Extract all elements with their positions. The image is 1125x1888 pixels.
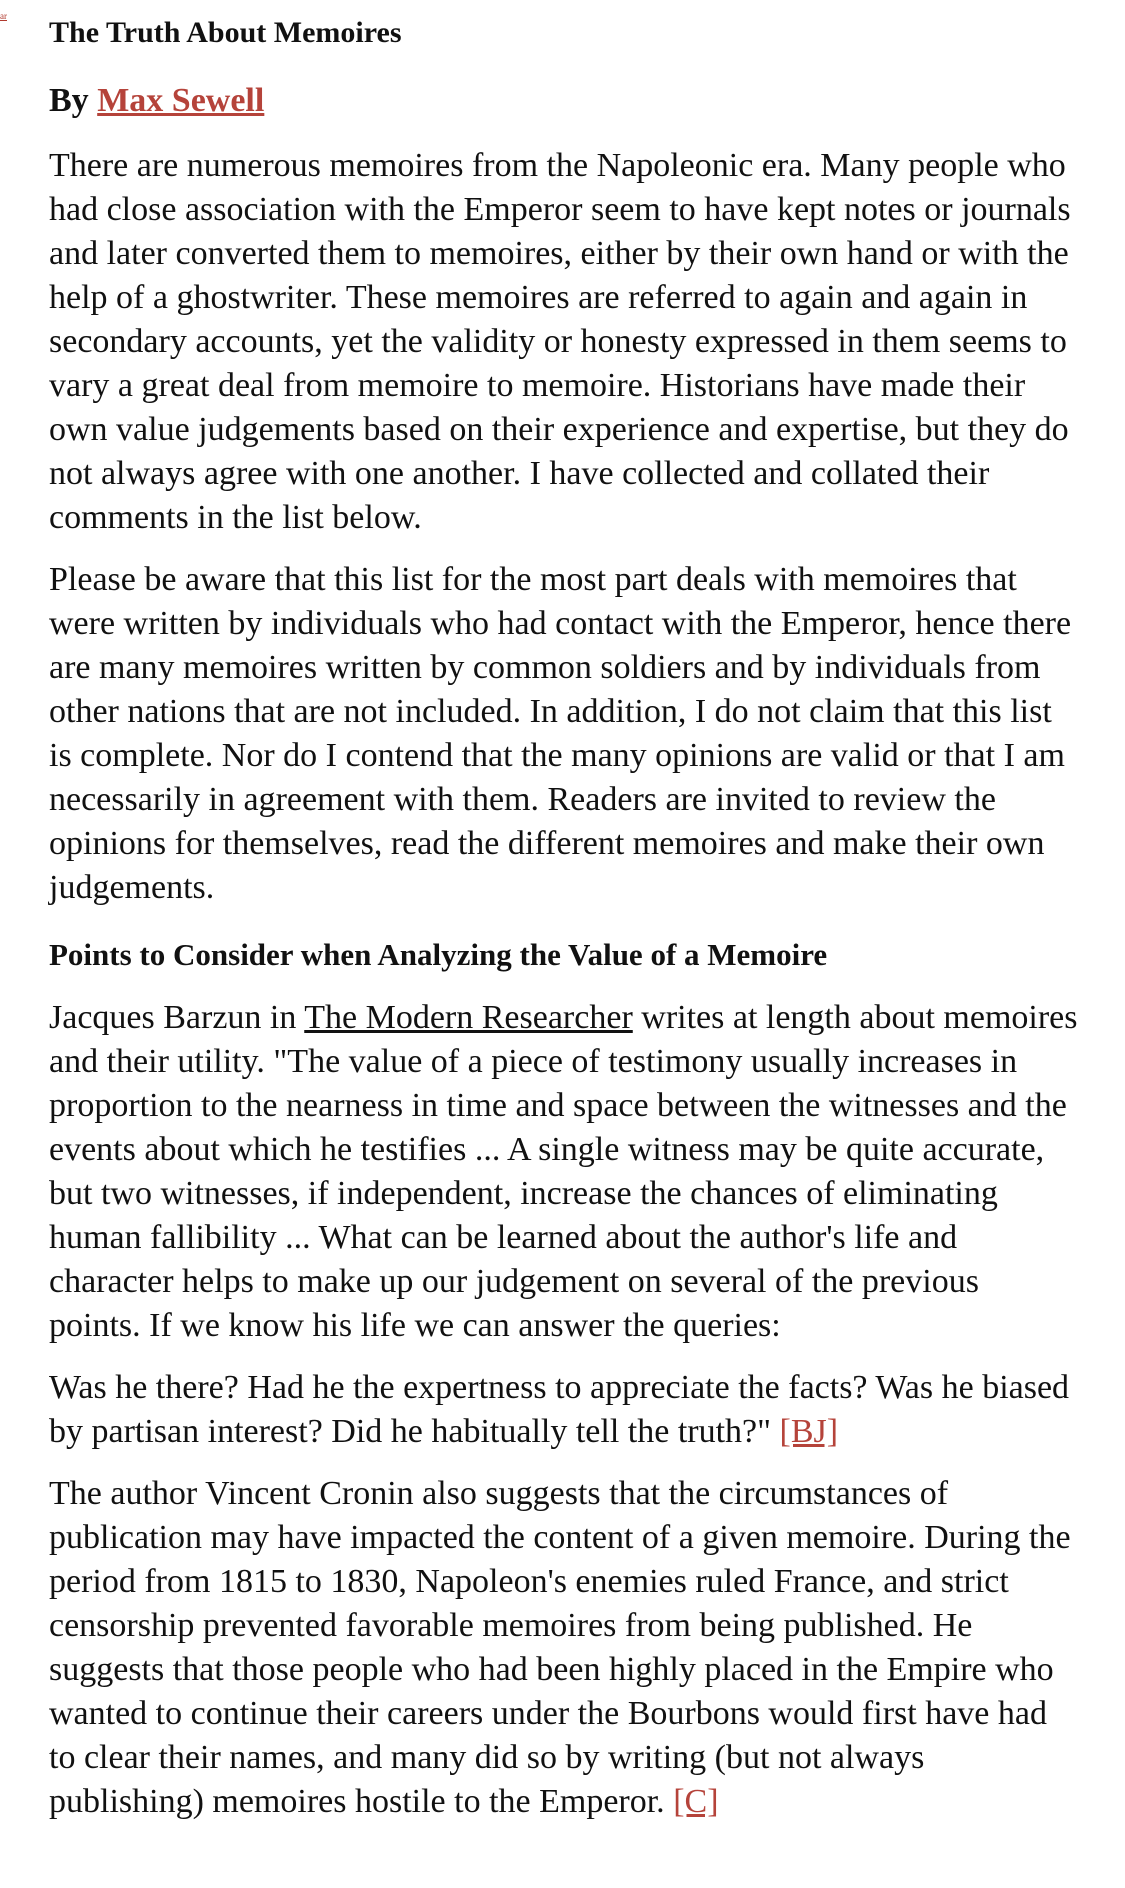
- cronin-paragraph: [49, 1472, 1079, 1824]
- intro-paragraph: There are numerous memoires from the Napoleonic era. Many people who had close association with the Emperor seem to have kept notes or journals and later converted them to memoires, either by their own hand or with the help of a ghostwriter. These memoires are referred to again and again in secondary accounts, yet the validity or honesty expressed in them seems to vary a great deal from memoire to memoire. Historians have made their own value judgements based on their experience and expertise, but they do not always agree with one another. I have collected and collated their comments in the list below.: [49, 147, 1071, 536]
- section-heading: Points to Consider when Analyzing the Value of a Memoire: [49, 937, 828, 972]
- barzun-paragraph: [49, 996, 1079, 1348]
- byline-prefix: By: [49, 82, 98, 119]
- article: [49, 10, 1079, 1824]
- reference-link-c[interactable]: [C]: [673, 1783, 719, 1820]
- cronin-text: The author Vincent Cronin also suggests that the circumstances of publication may have impacted the content of a given memoire. During the period from 1815 to 1830, Napoleon's enemies ruled France, and strict censorship prevented favorable memoires from being published. He suggests that those people who had been highly placed in the Empire who wanted to continue their careers under the Bourbons would first have had to clear their names, and many did so by writing (but not always publishing) memoires hostile to the Emperor.: [49, 1475, 1071, 1820]
- book-title: The Modern Researcher: [304, 999, 633, 1036]
- queries-text: Was he there? Had he the expertness to appreciate the facts? Was he biased by partisan interest? Did he habitually tell the truth?": [49, 1369, 1070, 1450]
- corner-link[interactable]: ar: [0, 11, 7, 21]
- article-title: The Truth About Memoires: [49, 16, 402, 49]
- reference-link-bj[interactable]: [BJ]: [779, 1413, 839, 1450]
- byline: [49, 78, 1079, 124]
- queries-paragraph: [49, 1366, 1079, 1454]
- author-link[interactable]: Max Sewell: [97, 82, 265, 119]
- disclaimer-paragraph: Please be aware that this list for the most part deals with memoires that were written by individuals who had contact with the Emperor, hence there are many memoires written by common soldiers and by individuals from other nations that are not included. In addition, I do not claim that this list is complete. Nor do I contend that the many opinions are valid or that I am necessarily in agreement with them. Readers are invited to review the opinions for themselves, read the different memoires and make their own judgements.: [49, 561, 1072, 906]
- barzun-text-before: Jacques Barzun in: [49, 999, 305, 1036]
- barzun-text-after: writes at length about memoires and their utility. "The value of a piece of testimony usually increases in proportion to the nearness in time and space between the witnesses and the events about which he testifies ... A single witness may be quite accurate, but two witnesses, if independent, increase the chances of eliminating human fallibility ... What can be learned about the author's life and character helps to make up our judgement on several of the previous points. If we know his life we can answer the queries:: [49, 999, 1078, 1344]
